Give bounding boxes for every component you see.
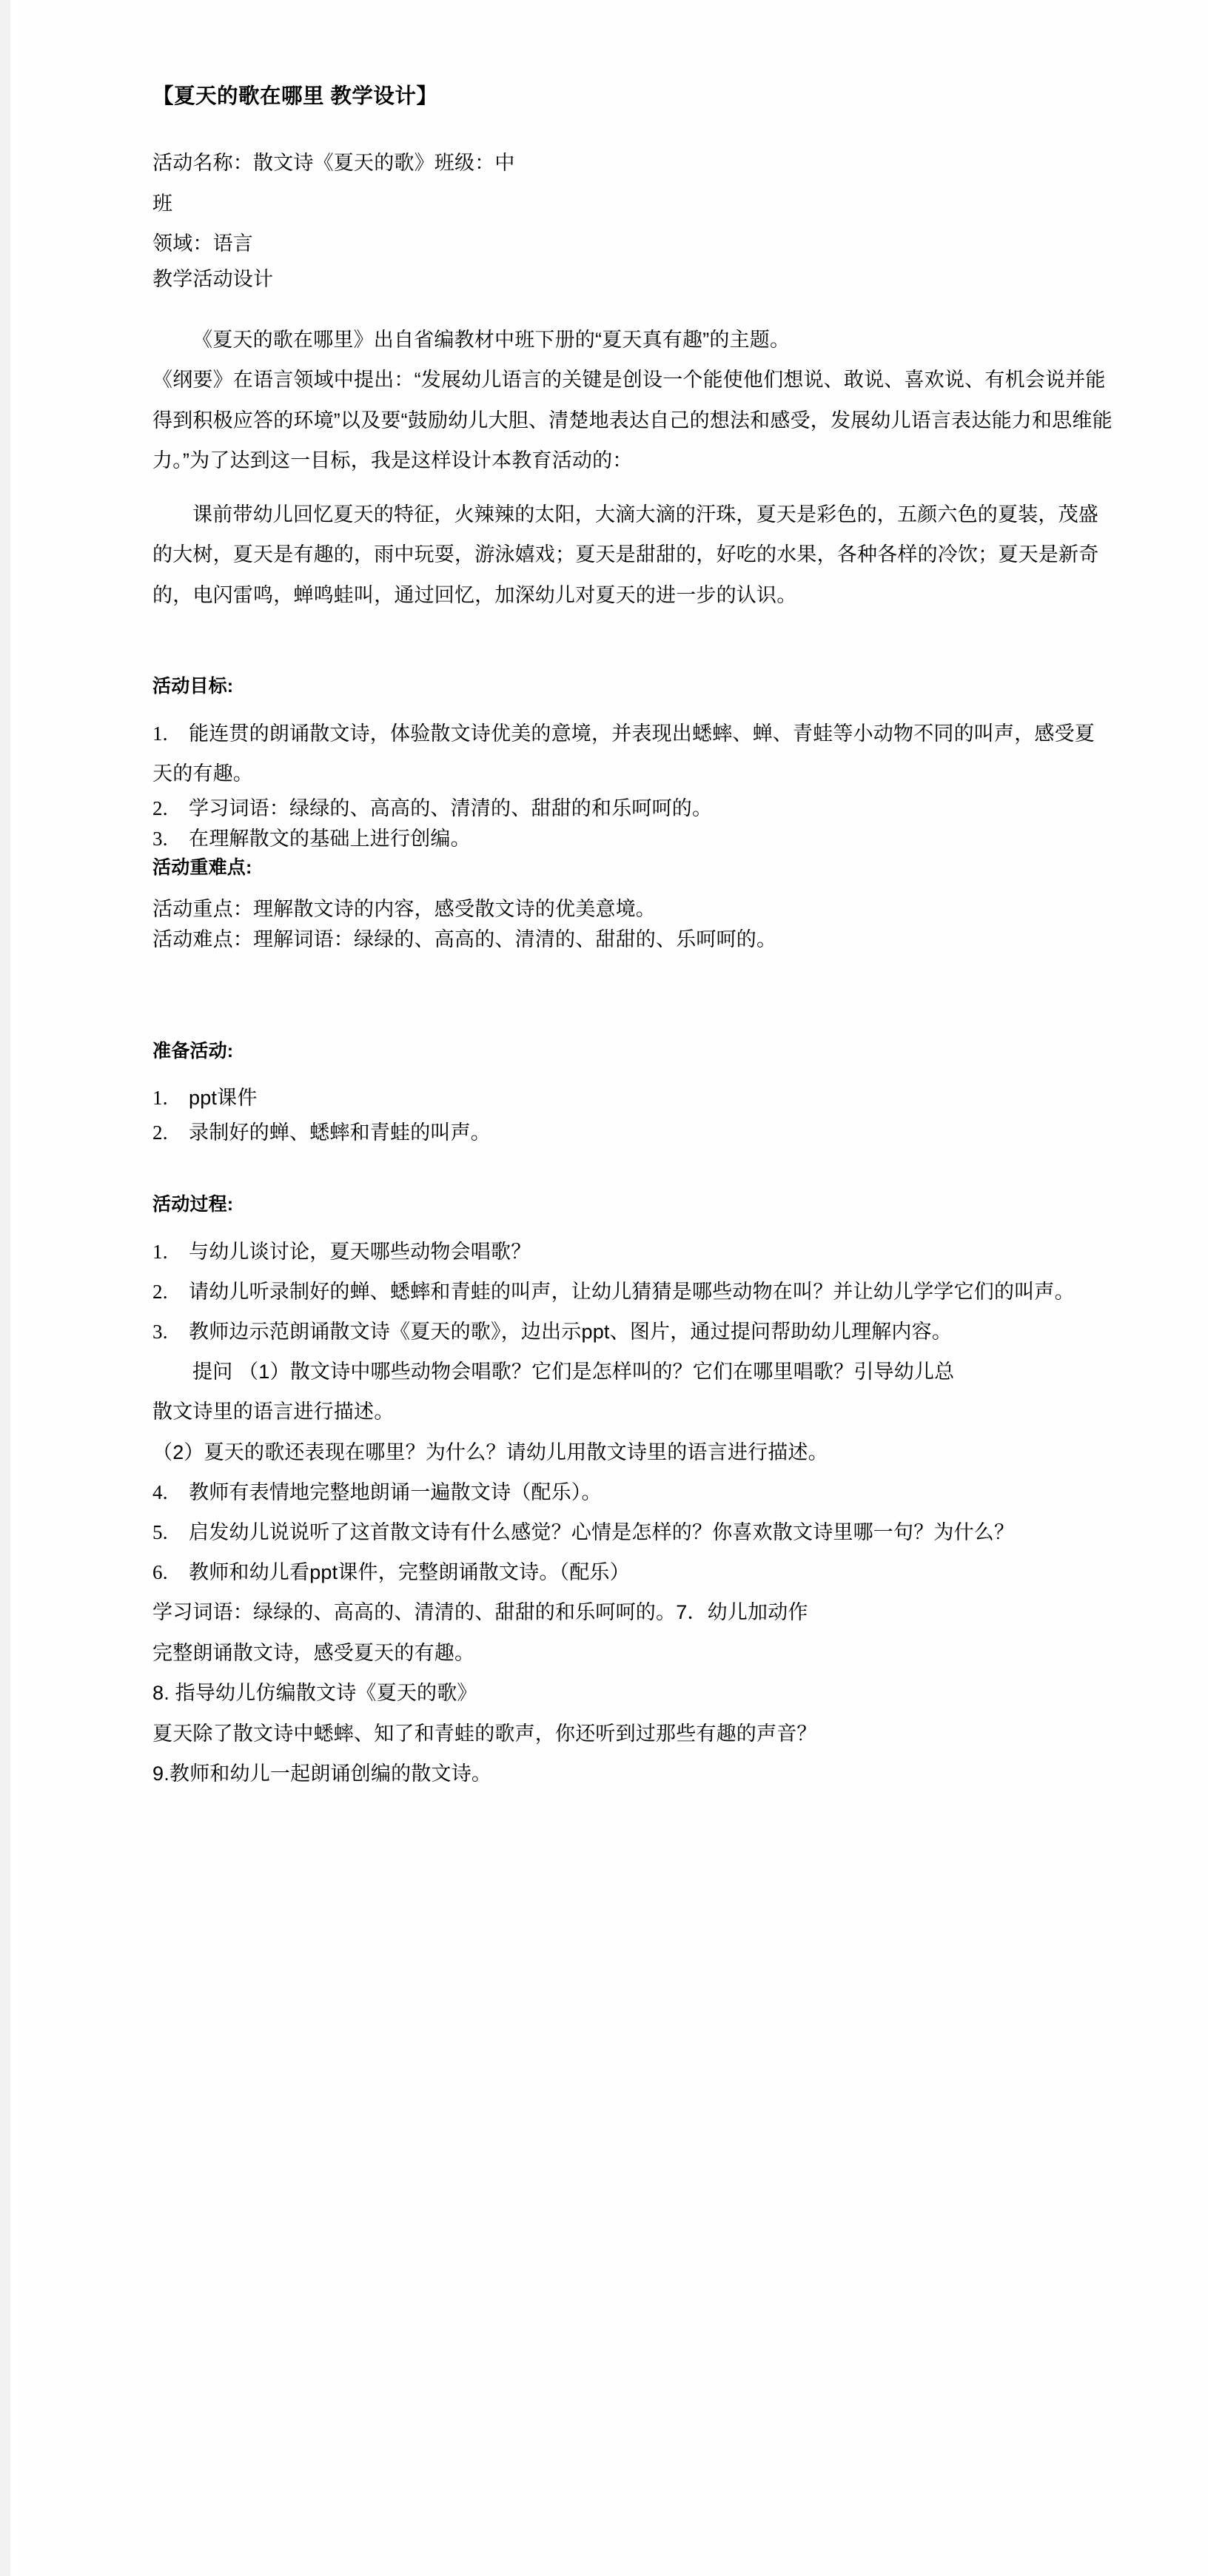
process-item-4 [152,1472,1115,1512]
process-number-1: 1. [152,1240,168,1263]
process-text-1: 与幼儿谈讨论，夏天哪些动物会唱歌？ [189,1240,531,1263]
process-number-4: 4. [152,1481,168,1504]
preparation-text-1: ppt课件 [189,1087,258,1110]
process-number-3: 3. [152,1320,168,1343]
process-item-1 [152,1232,1115,1272]
objective-number-3: 3. [152,827,168,850]
objective-item-3 [152,824,1115,854]
process-text-2: 请幼儿听录制好的蝉、蟋蟀和青蛙的叫声，让幼儿猜猜是哪些动物在叫？并让幼儿学学它们的叫声。 [189,1280,1075,1303]
preparation-text-2: 录制好的蝉、蟋蟀和青蛙的叫声。 [189,1121,491,1144]
objective-number-2: 2. [152,796,168,819]
activity-name-line: 活动名称：散文诗《夏天的歌》班级：中 [152,152,515,175]
process-prompt-line-1: 提问 （1）散文诗中哪些动物会唱歌？它们是怎样叫的？它们在哪里唱歌？引导幼儿总 [192,1360,955,1383]
intro-paragraph-1: 《夏天的歌在哪里》出自省编教材中班下册的“夏天真有趣”的主题。 [192,328,791,351]
activity-name-line-cont: 班 [152,192,173,215]
document-content [152,83,1115,1794]
process-text-6: 教师和幼儿看ppt课件，完整朗诵散文诗。（配乐） [189,1561,630,1584]
teaching-design-line: 教学活动设计 [152,267,274,290]
preparation-number-1: 1. [152,1087,168,1110]
preparation-item-2 [152,1118,1115,1148]
process-tail-line-2: 完整朗诵散文诗，感受夏天的有趣。 [152,1641,475,1664]
process-text-5: 启发幼儿说说听了这首散文诗有什么感觉？心情是怎样的？你喜欢散文诗里哪一句？为什么？ [189,1521,1015,1544]
document-sheet [21,0,1208,2576]
objective-text-1: 能连贯的朗诵散文诗，体验散文诗优美的意境，并表现出蟋蟀、蝉、青蛙等小动物不同的叫声，感受夏天的有趣。 [152,722,1095,785]
process-item-5 [152,1512,1115,1552]
process-item-2 [152,1272,1115,1312]
intro-paragraph-3: 课前带幼儿回忆夏天的特征，火辣辣的太阳，大滴大滴的汗珠，夏天是彩色的，五颜六色的夏装，茂盛的大树，夏天是有趣的，雨中玩耍，游泳嬉戏；夏天是甜甜的，好吃的水果，各种各样的冷饮；夏天是新奇的，电闪雷鸣，蝉鸣蛙叫，通过回忆，加深幼儿对夏天的进一步的认识。 [152,503,1099,606]
process-item-6 [152,1552,1115,1592]
process-text-4: 教师有表情地完整地朗诵一遍散文诗（配乐）。 [189,1481,602,1504]
preparation-item-1 [152,1078,1115,1118]
process-prompt-line-3: （2）夏天的歌还表现在哪里？为什么？请幼儿用散文诗里的语言进行描述。 [152,1440,828,1463]
process-number-6: 6. [152,1561,168,1584]
objective-item-1 [152,714,1115,794]
preparation-heading: 准备活动: [152,1041,234,1062]
process-item-3 [152,1312,1115,1352]
intro-paragraph-2: 《纲要》在语言领域中提出：“发展幼儿语言的关键是创设一个能使他们想说、敢说、喜欢说、有机会说并能得到积极应答的环境”以及要“鼓励幼儿大胆、清楚地表达自己的想法和感受，发展幼儿语言表达能力和思维能力。”为了达到这一目标，我是这样设计本教育活动的： [152,369,1113,472]
process-prompt-line-2: 散文诗里的语言进行描述。 [152,1401,395,1423]
process-tail-line-1: 学习词语：绿绿的、高高的、清清的、甜甜的和乐呵呵的。7．幼儿加动作 [152,1601,808,1624]
process-number-5: 5. [152,1521,168,1544]
objective-number-1: 1. [152,722,168,745]
key-point-line-1: 活动重点：理解散文诗的内容，感受散文诗的优美意境。 [152,897,656,920]
preparation-number-2: 2. [152,1121,168,1144]
process-number-2: 2. [152,1280,168,1303]
key-points-heading: 活动重难点: [152,856,252,878]
key-point-line-2: 活动难点：理解词语：绿绿的、高高的、清清的、甜甜的、乐呵呵的。 [152,928,777,950]
process-tail-line-5: 9.教师和幼儿一起朗诵创编的散文诗。 [152,1762,492,1785]
objective-item-2 [152,794,1115,824]
process-text-3: 教师边示范朗诵散文诗《夏天的歌》，边出示ppt、图片，通过提问帮助幼儿理解内容。 [189,1320,953,1343]
page-title: 【夏天的歌在哪里 教学设计】 [152,84,438,108]
process-tail-line-4: 夏天除了散文诗中蟋蟀、知了和青蛙的歌声，你还听到过那些有趣的声音？ [152,1722,817,1745]
process-tail-line-3: 8. 指导幼儿仿编散文诗《夏天的歌》 [152,1682,477,1705]
field-line: 领域：语言 [152,232,253,255]
objective-text-2: 学习词语：绿绿的、高高的、清清的、甜甜的和乐呵呵的。 [189,796,713,819]
objectives-heading: 活动目标: [152,676,234,697]
process-heading: 活动过程: [152,1194,234,1215]
objective-text-3: 在理解散文的基础上进行创编。 [189,827,471,850]
